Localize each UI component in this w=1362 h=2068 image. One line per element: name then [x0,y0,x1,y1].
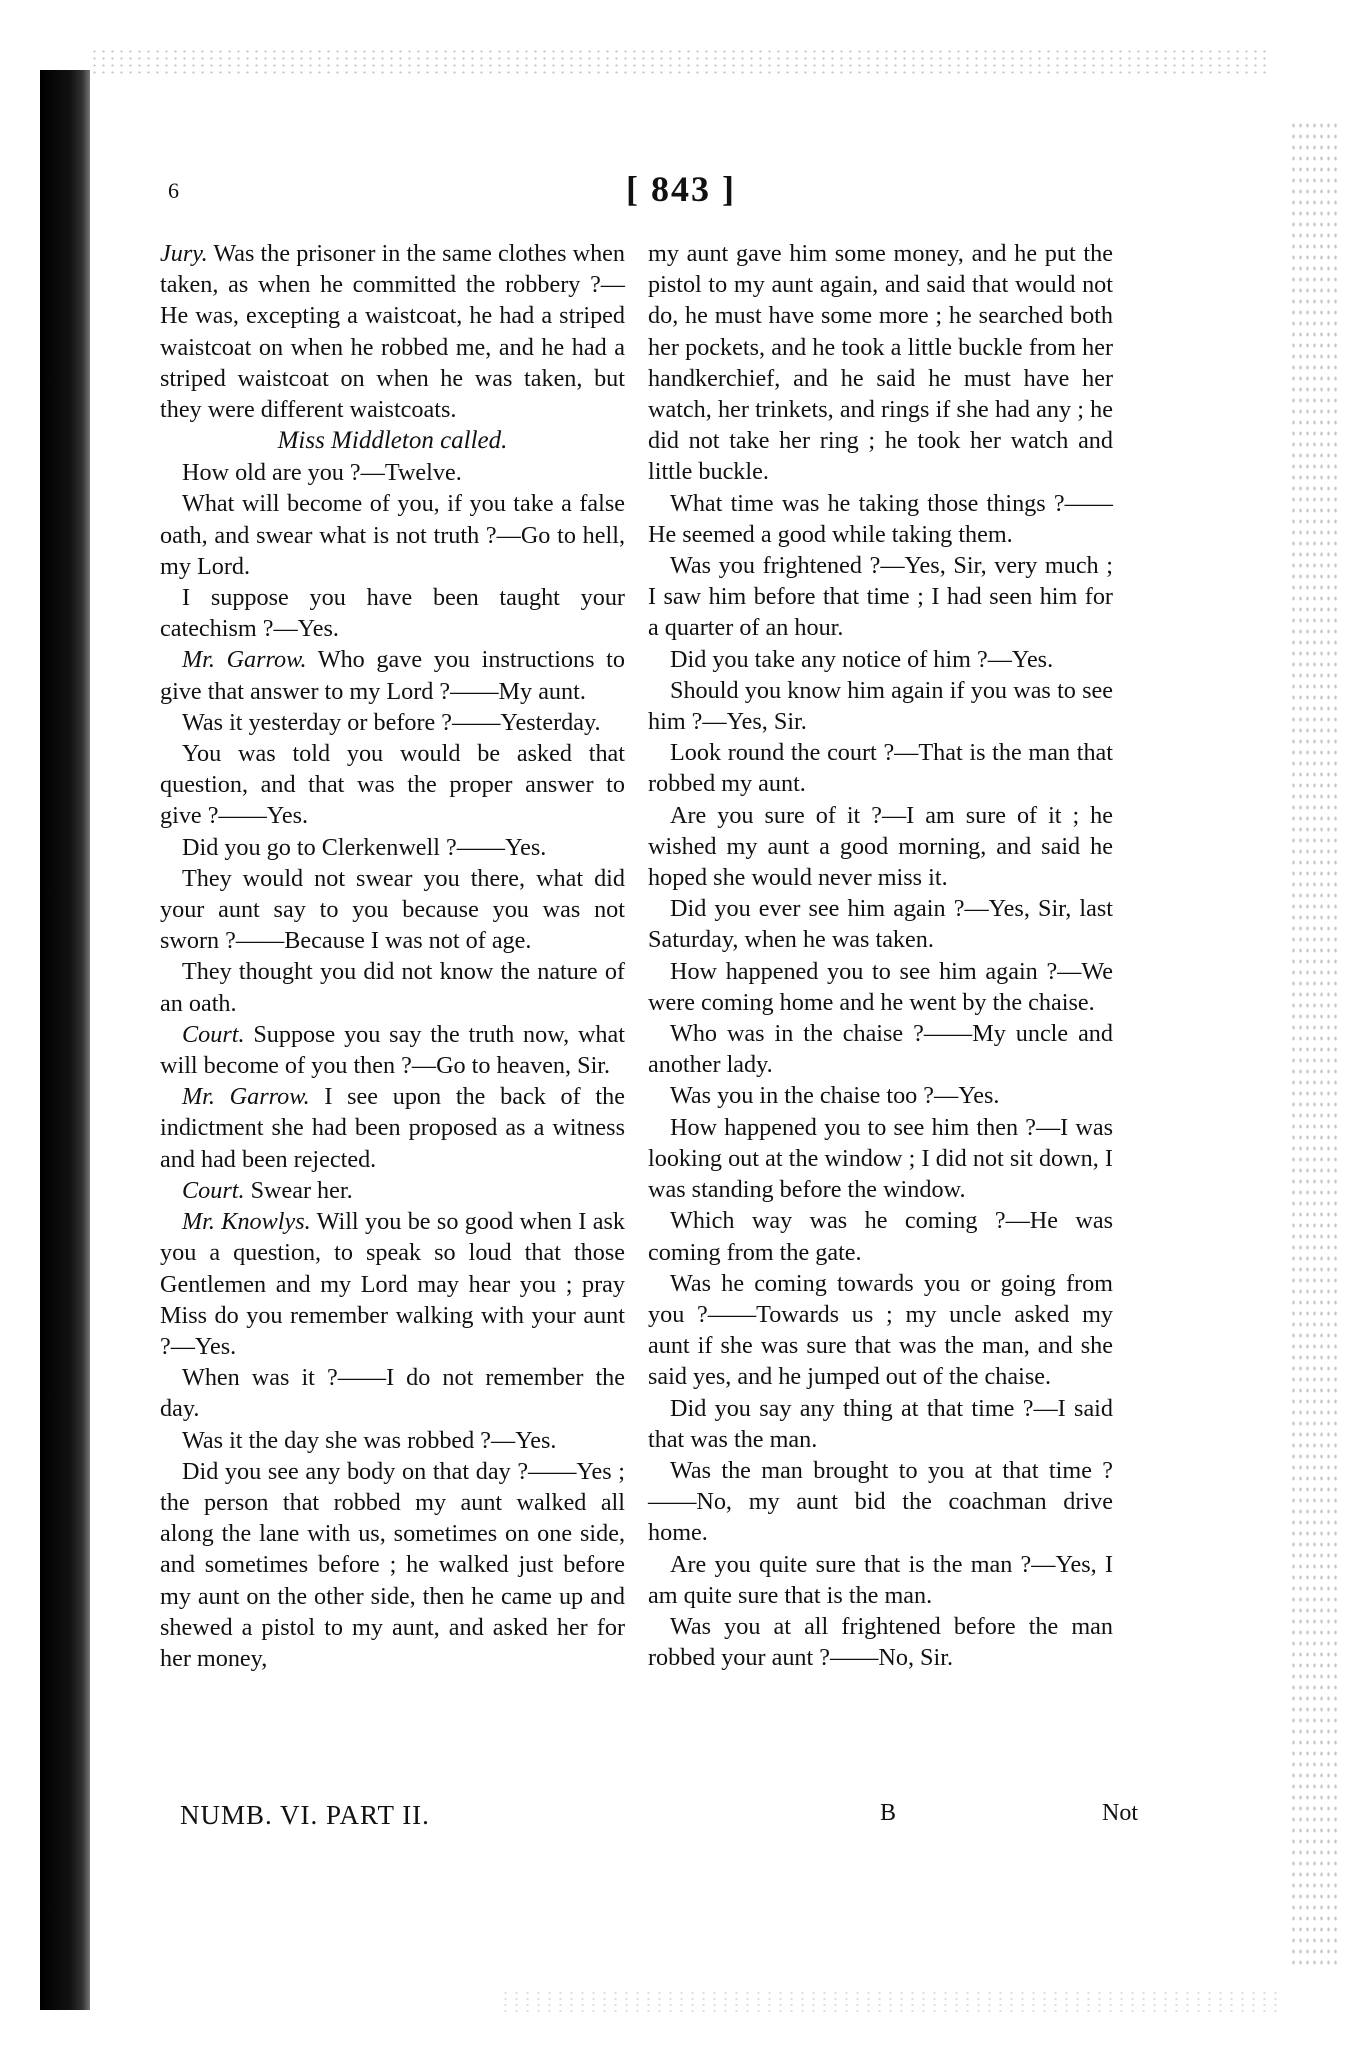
speaker-label: Court. [182,1020,245,1048]
paragraph: I suppose you have been taught your catechism ?—Yes. [160,584,625,643]
witness-heading: Miss Middleton called. [277,427,508,455]
paragraph: They would not swear you there, what did your aunt say to you because you was not sworn ?——Because I was not of age. [160,864,625,955]
paragraph: How happened you to see him then ?—I was looking out at the window ; I did not sit down, I was standing before the window. [648,1113,1113,1204]
paragraph-text: I see upon the back of the indictment she had been proposed as a witness and had been rejected. [160,1083,625,1173]
scan-noise-top [90,48,1270,78]
paragraph: Should you know him again if you was to see him ?—Yes, Sir. [648,676,1113,736]
paragraph-text: Was the prisoner in the same clothes when taken, as when he committed the robbery ?—He was, excepting a waistcoat, he had a striped waistcoat on when he robbed me, and he had a striped waistcoat on when he was taken, but they were different waistcoats. [160,240,625,424]
paragraph: Was you frightened ?—Yes, Sir, very much ; I saw him before that time ; I had seen him for a quarter of an hour. [648,552,1113,642]
paragraph [160,1019,625,1081]
paragraph: Was the man brought to you at that time ?——No, my aunt bid the coachman drive home. [648,1456,1113,1547]
paragraph: What will become of you, if you take a false oath, and swear what is not truth ?—Go to hell, my Lord. [160,490,625,580]
book-binding-edge [40,70,90,2010]
paragraph: When was it ?——I do not remember the day. [160,1364,625,1423]
paragraph [160,644,625,706]
part-line: NUMB. VI. PART II. [180,1800,430,1830]
paragraph: Did you go to Clerkenwell ?——Yes. [182,833,547,861]
catchword: Not [1102,1800,1138,1826]
paragraph [160,1175,625,1206]
paragraph: Are you quite sure that is the man ?—Yes, I am quite sure that is the man. [648,1550,1113,1609]
right-column [648,238,1113,1673]
paragraph: Did you see any body on that day ?——Yes ; the person that robbed my aunt walked all along the lane with us, sometimes on one side, and sometimes before ; he walked just before my aunt on the other side, then he came up and shewed a pistol to my aunt, and asked her for her money, [160,1457,625,1672]
paragraph: What time was he taking those things ?——He seemed a good while taking them. [648,489,1113,548]
paragraph: How old are you ?—Twelve. [182,459,462,487]
paragraph-text: Swear her. [244,1176,353,1204]
scan-noise-bottom [500,1990,1280,2012]
left-column [160,238,625,1674]
speaker-label: Mr. Garrow. [182,1083,310,1111]
speaker-label: Mr. Garrow. [182,646,307,674]
speaker-label: Jury. [160,240,208,267]
page-number: [ 843 ] [626,169,736,209]
speaker-label: Court. [182,1176,245,1204]
paragraph: Which way was he coming ?—He was coming from the gate. [648,1207,1113,1266]
paragraph: Did you ever see him again ?—Yes, Sir, last Saturday, when he was taken. [648,895,1113,954]
paragraph: Was you at all frightened before the man robbed your aunt ?——No, Sir. [648,1612,1113,1672]
paragraph-text: Who gave you instructions to give that answer to my Lord ?——My aunt. [160,646,625,705]
paragraph: They thought you did not know the nature of an oath. [160,958,625,1017]
paragraph: Are you sure of it ?—I am sure of it ; he wished my aunt a good morning, and said he hoped she would never miss it. [648,801,1113,892]
paragraph: Was it yesterday or before ?——Yesterday. [182,708,601,736]
paragraph [160,238,625,425]
paragraph: Did you take any notice of him ?—Yes. [670,645,1054,673]
paragraph [160,1081,625,1175]
paragraph: You was told you would be asked that question, and that was the proper answer to give ?——Yes. [160,740,625,830]
paragraph: How happened you to see him again ?—We were coming home and he went by the chaise. [648,957,1113,1016]
paragraph-text: Will you be so good when I ask you a question, to speak so loud that those Gentlemen and my Lord may hear you ; pray Miss do you remember walking with your aunt ?—Yes. [160,1208,626,1360]
paragraph: my aunt gave him some money, and he put the pistol to my aunt again, and said that would not do, he must have some more ; he searched both her pockets, and he took a little buckle from her handkerchief, and he said he must have her watch, her trinkets, and rings if she had any ; he did not take her ring ; he took her watch and little buckle. [648,240,1113,486]
paragraph: Who was in the chaise ?——My uncle and another lady. [648,1020,1113,1079]
paragraph: Was you in the chaise too ?—Yes. [670,1082,1000,1110]
paragraph-text: Suppose you say the truth now, what will become of you then ?—Go to heaven, Sir. [160,1020,625,1080]
paragraph [160,1206,625,1362]
speaker-label: Mr. Knowlys. [182,1208,311,1236]
scan-noise-right [1290,120,1340,1970]
paragraph: Look round the court ?—That is the man that robbed my aunt. [648,739,1113,798]
signature-mark: B [880,1800,897,1826]
paragraph: Was he coming towards you or going from you ?——Towards us ; my uncle asked my aunt if she was sure that was the man, and she said yes, and he jumped out of the chaise. [648,1269,1113,1391]
paragraph: Did you say any thing at that time ?—I said that was the man. [648,1394,1113,1453]
paragraph: Was it the day she was robbed ?—Yes. [182,1426,557,1454]
page-mark: 6 [168,178,179,203]
